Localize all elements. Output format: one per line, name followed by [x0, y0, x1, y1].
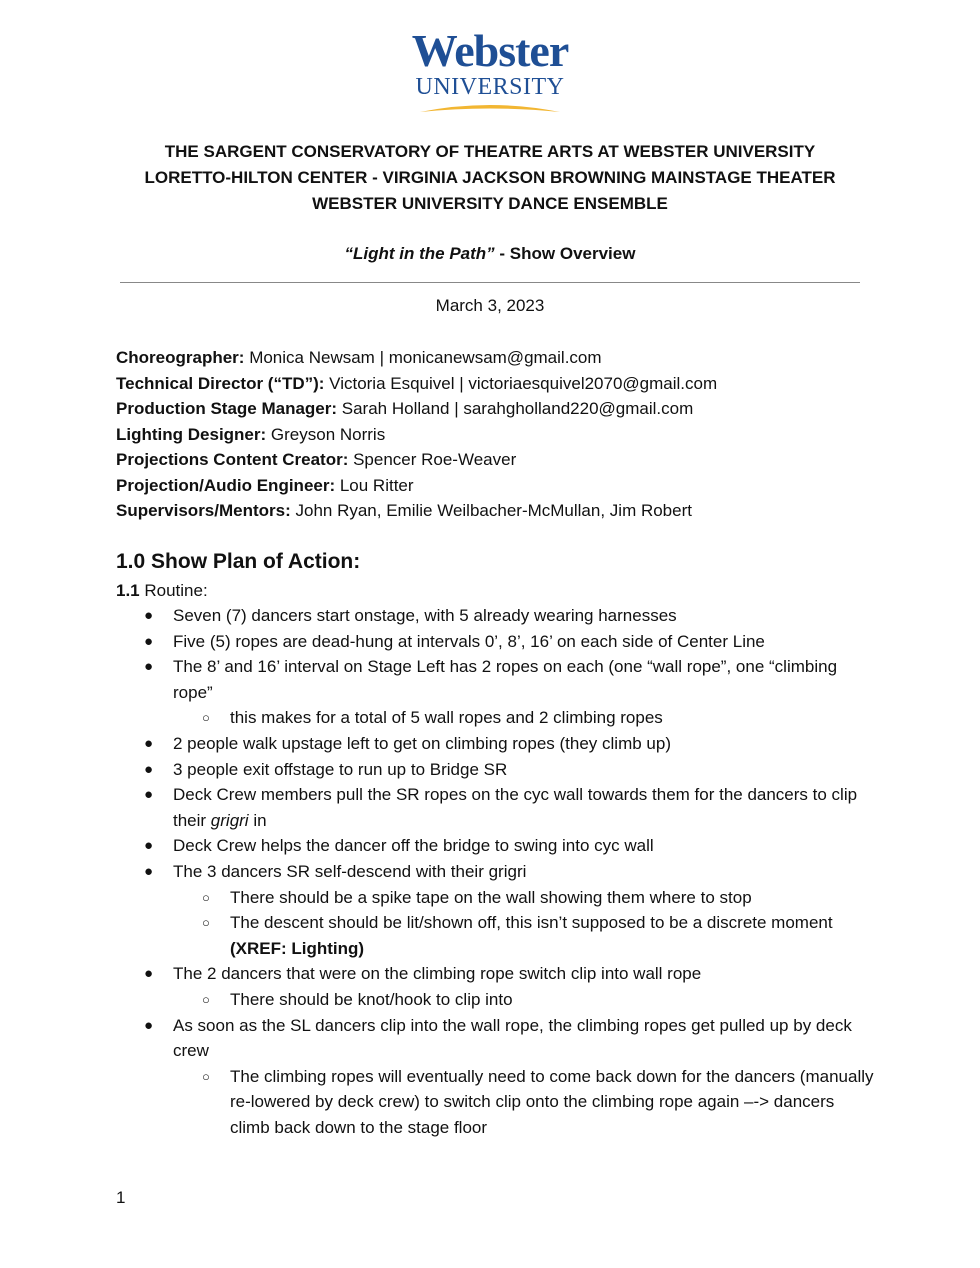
bullet-icon: ● — [144, 632, 154, 650]
bullet-icon: ● — [144, 786, 154, 804]
horizontal-rule — [120, 282, 860, 283]
bullet-icon: ● — [144, 760, 154, 778]
list-item-emphasis: grigri — [210, 810, 249, 830]
credit-projections-creator — [116, 447, 876, 473]
subsection-number: 1.1 — [116, 581, 140, 600]
list-item — [116, 731, 876, 757]
logo-swoosh-icon — [415, 100, 565, 114]
bullet-icon: ● — [144, 658, 154, 676]
webster-university-logo — [400, 25, 580, 114]
list-item-text: There should be a spike tape on the wall showing them where to stop — [230, 887, 752, 907]
list-item-text: in — [248, 810, 267, 830]
list-item — [116, 833, 876, 859]
sub-list-item — [116, 910, 876, 961]
subsection-label: Routine: — [139, 581, 208, 600]
show-title — [0, 244, 980, 264]
credit-role: Lighting Designer: — [116, 424, 267, 444]
header-line-3: WEBSTER UNIVERSITY DANCE ENSEMBLE — [312, 194, 668, 213]
sub-bullet-icon: ○ — [202, 1068, 210, 1084]
section-heading: 1.0 Show Plan of Action: — [116, 550, 361, 573]
sub-list-item — [116, 705, 876, 731]
list-item-text: Deck Crew helps the dancer off the bridge to swing into cyc wall — [173, 836, 654, 856]
sub-bullet-icon: ○ — [202, 991, 210, 1007]
list-item-text: The descent should be lit/shown off, this isn’t supposed to be a discrete moment — [230, 913, 833, 933]
bullet-icon: ● — [144, 862, 154, 880]
logo-subtitle: UNIVERSITY — [415, 74, 565, 100]
credit-value: Spencer Roe-Weaver — [348, 450, 517, 469]
credit-role: Choreographer: — [116, 348, 245, 367]
credit-projection-audio-engineer — [116, 473, 876, 499]
sub-list-item — [116, 987, 876, 1013]
credits-list — [116, 345, 876, 524]
sub-bullet-icon: ○ — [202, 710, 210, 726]
credit-stage-manager — [116, 396, 876, 422]
list-item-text: The climbing ropes will eventually need to come back down for the dancers (manually re-lowered by deck crew) to switch clip onto the climbing rope again –-> dancers climb back down to the stage floor — [230, 1066, 874, 1137]
list-item-text: Deck Crew members pull the SR ropes on the cyc wall towards them for the dancers to clip their — [173, 785, 858, 830]
list-item-text: 3 people exit offstage to run up to Bridge SR — [173, 759, 508, 779]
logo-wordmark: Webster — [411, 25, 569, 76]
sub-list-item — [116, 885, 876, 911]
bullet-icon: ● — [144, 837, 154, 855]
subsection-heading — [116, 580, 208, 602]
header-line-2: LORETTO-HILTON CENTER - VIRGINIA JACKSON BROWNING MAINSTAGE THEATER — [144, 168, 836, 187]
list-item-text: Five (5) ropes are dead-hung at intervals 0’, 8’, 16’ on each side of Center Line — [173, 631, 765, 651]
list-item-text: The 3 dancers SR self-descend with their grigri — [173, 861, 527, 881]
list-item-text: There should be knot/hook to clip into — [230, 989, 513, 1009]
bullet-icon: ● — [144, 734, 154, 752]
credit-value: Victoria Esquivel | victoriaesquivel2070@gmail.com — [324, 373, 718, 393]
sub-bullet-icon: ○ — [202, 915, 210, 931]
bullet-icon: ● — [144, 965, 154, 983]
list-item — [116, 757, 876, 783]
list-item-xref: (XREF: Lighting) — [230, 938, 365, 958]
list-item-text: The 8’ and 16’ interval on Stage Left has 2 ropes on each (one “wall rope”, one “climbing rope” — [173, 657, 838, 702]
header-line-1: THE SARGENT CONSERVATORY OF THEATRE ARTS AT WEBSTER UNIVERSITY — [164, 142, 816, 161]
credit-choreographer — [116, 345, 876, 371]
list-item — [116, 961, 876, 987]
credit-technical-director — [116, 371, 876, 397]
credit-value: Sarah Holland | sarahgholland220@gmail.com — [337, 399, 694, 418]
routine-list — [116, 603, 876, 1140]
credit-role: Production Stage Manager: — [116, 399, 338, 418]
page-number: 1 — [116, 1188, 126, 1207]
credit-value: John Ryan, Emilie Weilbacher-McMullan, Jim Robert — [290, 501, 692, 520]
bullet-icon: ● — [144, 1016, 154, 1034]
list-item-text: The 2 dancers that were on the climbing rope switch clip into wall rope — [173, 964, 702, 984]
credit-value: Monica Newsam | monicanewsam@gmail.com — [244, 348, 602, 367]
sub-list-item — [116, 1064, 876, 1141]
list-item — [116, 782, 876, 833]
sub-bullet-icon: ○ — [202, 889, 210, 905]
list-item-text: this makes for a total of 5 wall ropes and 2 climbing ropes — [230, 708, 663, 728]
show-title-rest: - Show Overview — [494, 244, 636, 263]
credit-role: Projections Content Creator: — [116, 450, 349, 469]
list-item-text: Seven (7) dancers start onstage, with 5 already wearing harnesses — [173, 606, 677, 625]
credit-value: Greyson Norris — [266, 424, 386, 444]
document-date: March 3, 2023 — [435, 296, 545, 315]
credit-role: Technical Director (“TD”): — [116, 373, 325, 393]
list-item — [116, 654, 876, 705]
list-item — [116, 629, 876, 655]
credit-value: Lou Ritter — [335, 475, 414, 495]
list-item — [116, 603, 876, 629]
show-title-name: “Light in the Path” — [344, 244, 495, 263]
credit-role: Supervisors/Mentors: — [116, 501, 291, 520]
list-item-text: As soon as the SL dancers clip into the wall rope, the climbing ropes get pulled up by deck crew — [173, 1015, 852, 1061]
bullet-icon: ● — [144, 607, 154, 624]
credit-role: Projection/Audio Engineer: — [116, 475, 336, 495]
list-item — [116, 1013, 876, 1064]
credit-lighting-designer — [116, 422, 876, 448]
list-item — [116, 859, 876, 885]
list-item-text: 2 people walk upstage left to get on climbing ropes (they climb up) — [173, 733, 671, 753]
credit-supervisors — [116, 498, 876, 524]
